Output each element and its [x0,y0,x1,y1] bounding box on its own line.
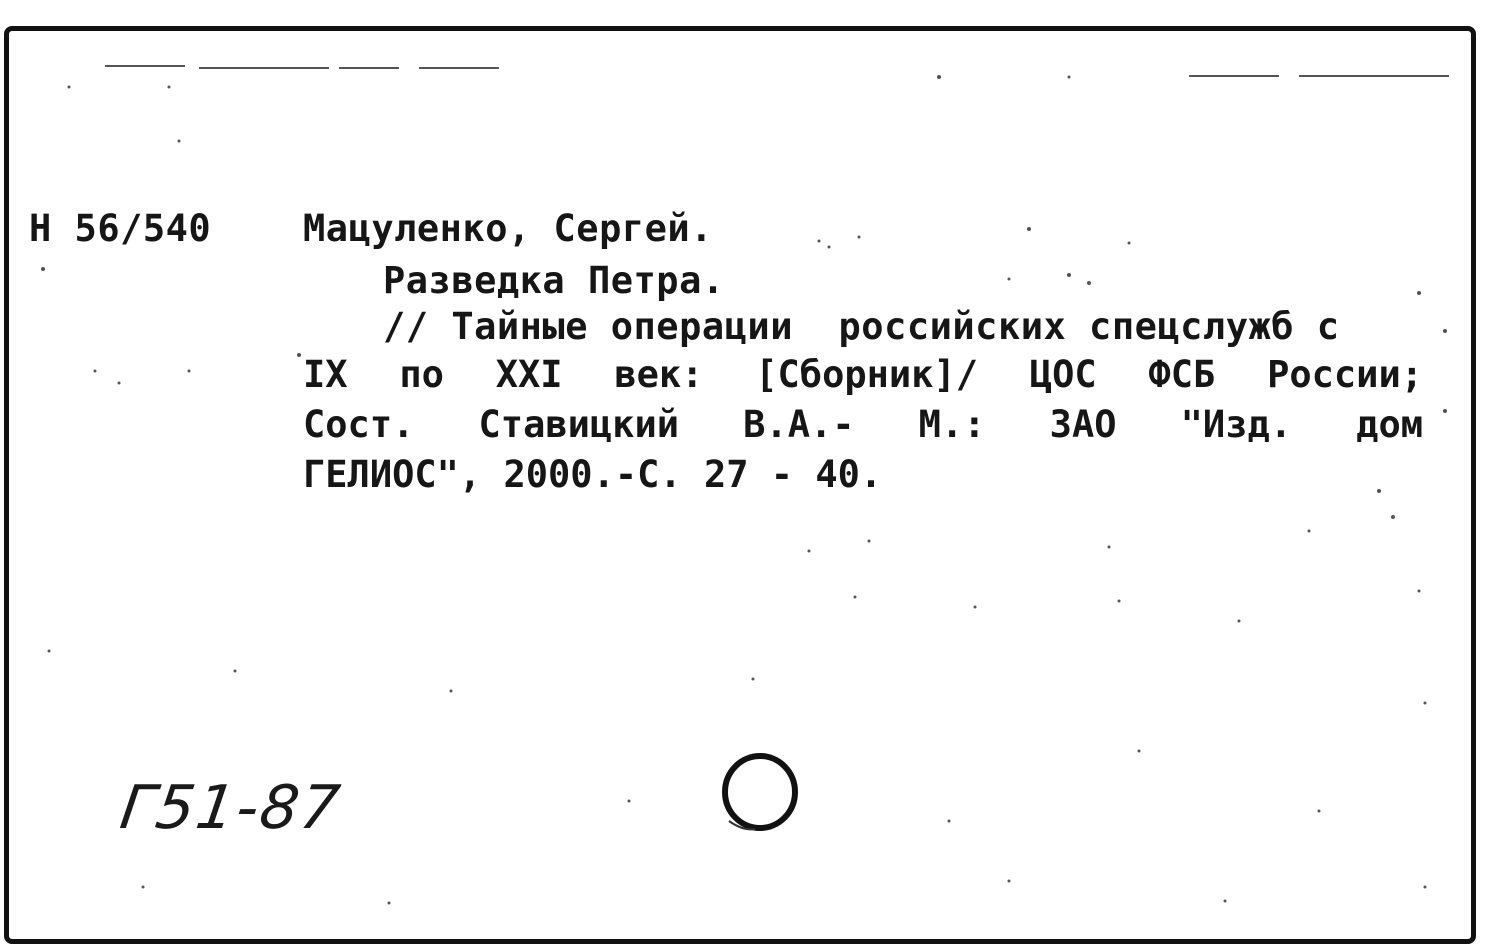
source-reference-line-1: // Тайные операции российских спецслужб с [383,305,1340,348]
shelfmark: Н 56/540 [29,207,212,250]
handwritten-code: Г51-87 [116,773,346,843]
source-reference-line-3: Сост. Ставицкий В.А.- М.: ЗАО "Изд. дом [303,403,1423,446]
source-reference-line-4: ГЕЛИОС", 2000.-С. 27 - 40. [303,453,883,496]
catalog-card [4,26,1476,944]
source-reference-line-2: IX по XXI век: [Сборник]/ ЦОС ФСБ России; [303,353,1423,396]
author-name: Мацуленко, Сергей. [303,207,713,250]
article-title: Разведка Петра. [383,259,725,302]
punch-hole-icon [719,751,801,833]
